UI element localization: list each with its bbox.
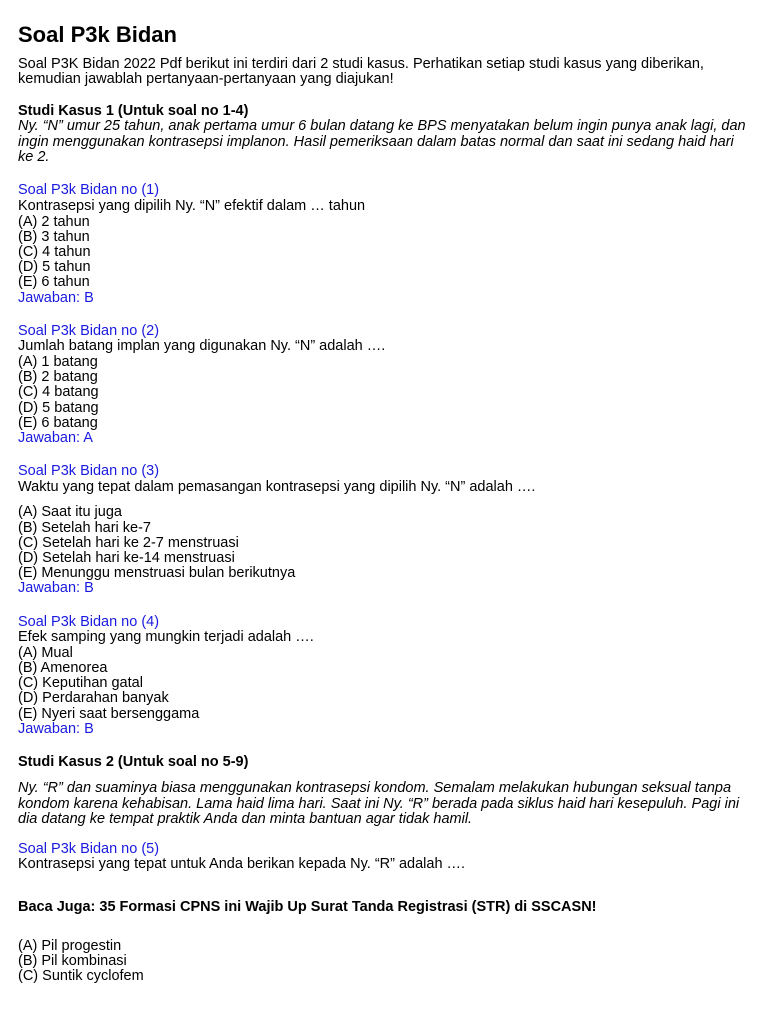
answer-option: (A) 1 batang [18,354,98,371]
answer-option: (A) Mual [18,644,73,661]
question-block [18,464,750,596]
question-title-link[interactable]: Soal P3k Bidan no (2) [18,322,160,339]
answer-key: Jawaban: B [18,720,94,737]
question-title-link[interactable]: Soal P3k Bidan no (3) [18,463,160,480]
answer-option: (C) 4 tahun [18,244,91,261]
question-block [18,324,750,446]
answer-option: (B) Amenorea [18,660,108,677]
question-title-link[interactable]: Soal P3k Bidan no (1) [18,182,160,199]
answer-key: Jawaban: A [18,430,93,447]
answer-option: (B) 2 batang [18,369,98,386]
question-text: Waktu yang tepat dalam pemasangan kontrasepsi yang dipilih Ny. “N” adalah …. [18,478,536,495]
answer-option: (E) Menunggu menstruasi bulan berikutnya [18,565,296,582]
question-5-option: (A) Pil progestin [18,937,122,954]
answer-option: (C) Keputihan gatal [18,675,143,692]
question-5-option: (B) Pil kombinasi [18,953,127,970]
case1-heading: Studi Kasus 1 (Untuk soal no 1-4) [18,102,249,119]
answer-option: (A) Saat itu juga [18,504,122,521]
answer-option: (C) Setelah hari ke 2-7 menstruasi [18,534,239,551]
question-text: Efek samping yang mungkin terjadi adalah …. [18,629,314,646]
question-5 [18,842,750,985]
question-5-option: (C) Suntik cyclofem [18,968,144,985]
answer-option: (E) Nyeri saat bersenggama [18,705,200,722]
answer-option: (D) 5 tahun [18,259,91,276]
question-5-title-link[interactable]: Soal P3k Bidan no (5) [18,840,160,857]
answer-option: (A) 2 tahun [18,213,90,230]
question-list [18,183,750,737]
answer-option: (E) 6 tahun [18,274,90,291]
question-title-link[interactable]: Soal P3k Bidan no (4) [18,613,160,630]
answer-key: Jawaban: B [18,289,94,306]
answer-option: (C) 4 batang [18,384,99,401]
answer-option: (D) Perdarahan banyak [18,690,169,707]
spacer [18,495,750,505]
question-text: Jumlah batang implan yang digunakan Ny. “N” adalah …. [18,338,386,355]
question-block [18,183,750,305]
answer-option: (D) 5 batang [18,399,99,416]
case1-text: Ny. “N” umur 25 tahun, anak pertama umur 6 bulan datang ke BPS menyatakan belum ingin punya anak lagi, dan ingin menggunakan kontrasepsi implanon. Hasil pemeriksaan dalam batas normal dan saat ini sedang haid hari ke 2. [18,118,746,166]
read-also-link[interactable]: Baca Juga: 35 Formasi CPNS ini Wajib Up Surat Tanda Registrasi (STR) di SSCASN! [18,898,597,915]
answer-option: (B) 3 tahun [18,228,90,245]
question-text: Kontrasepsi yang dipilih Ny. “N” efektif dalam … tahun [18,198,366,215]
question-block [18,615,750,737]
answer-option: (B) Setelah hari ke-7 [18,519,151,536]
question-5-text: Kontrasepsi yang tepat untuk Anda berikan kepada Ny. “R” adalah …. [18,856,466,873]
case2-text: Ny. “R” dan suaminya biasa menggunakan kontrasepsi kondom. Semalam melakukan hubungan seksual tanpa kondom karena kehabisan. Lama haid lima hari. Saat ini Ny. “R” berada pada siklus haid hari kesepuluh. Pagi ini dia datang ke tempat praktik Anda dan minta bantuan agar tidak hamil. [18,780,740,828]
answer-option: (E) 6 batang [18,414,98,431]
page-title: Soal P3k Bidan [18,22,177,47]
answer-key: Jawaban: B [18,580,94,597]
case2-heading: Studi Kasus 2 (Untuk soal no 5-9) [18,754,249,771]
intro-paragraph: Soal P3K Bidan 2022 Pdf berikut ini terdiri dari 2 studi kasus. Perhatikan setiap studi kasus yang diberikan, kemudian jawablah pertanyaan-pertanyaan yang diajukan! [18,56,704,88]
answer-option: (D) Setelah hari ke-14 menstruasi [18,550,235,567]
